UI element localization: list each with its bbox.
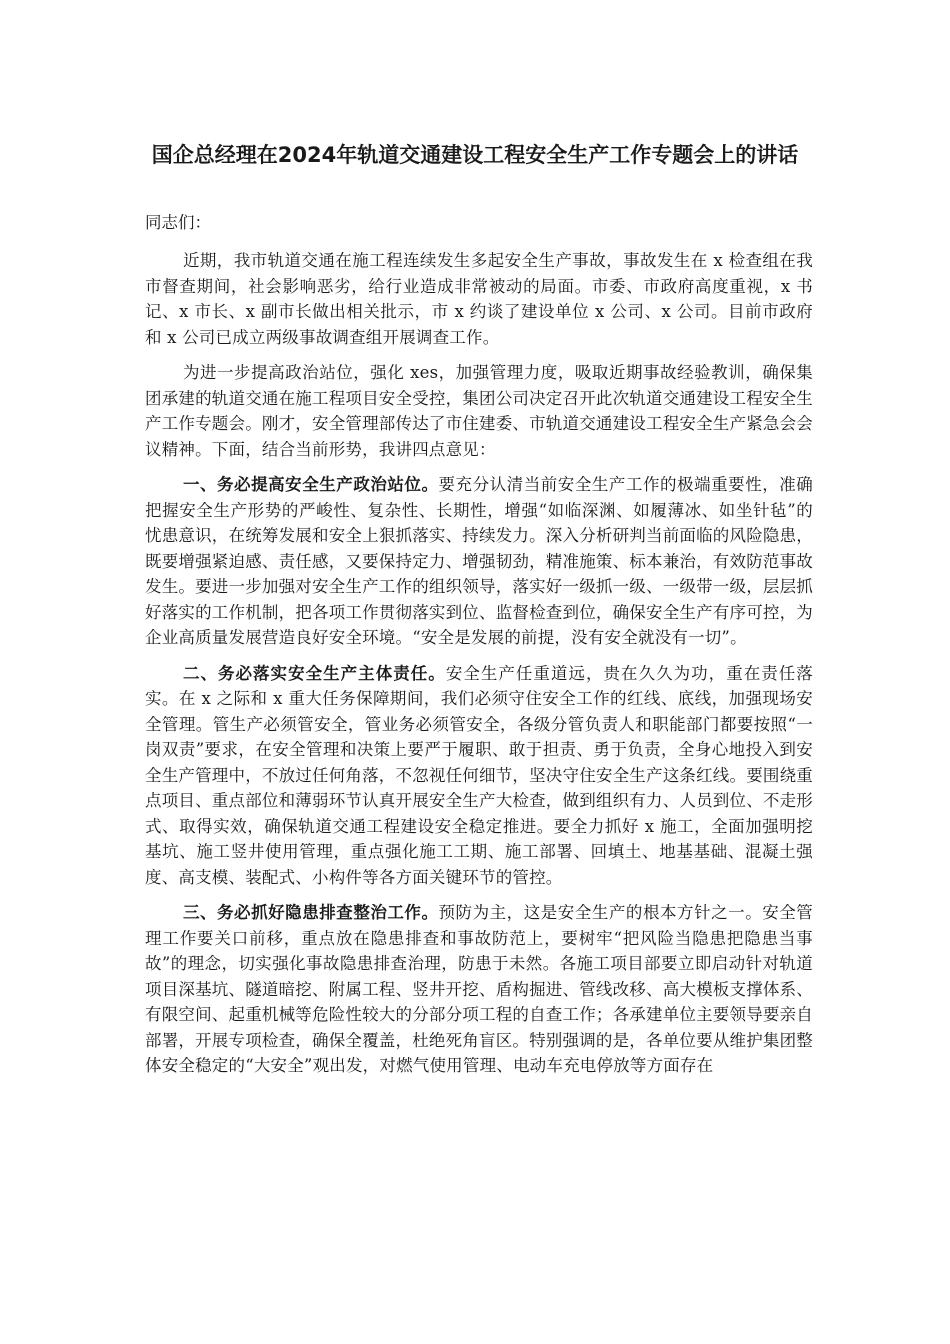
paragraph-text: 要充分认清当前安全生产工作的极端重要性，准确把握安全生产形势的严峻性、复杂性、长期性，增强“如临深渊、如履薄冰、如坐针毡”的忧患意识，在统筹发展和安全上狠抓落实、持续发力。深入分析研判当前面临的风险隐患，既要增强紧迫感、责任感，又要保持定力、增强韧劲，精准施策、标本兼治，有效防范事故发生。要进一步加强对安全生产工作的组织领导，落实好一级抓一级、一级带一级，层层抓好落实的工作机制，把各项工作贯彻落实到位、监督检查到位，确保安全生产有序可控，为企业高质量发展营造良好安全环境。“安全是发展的前提，没有安全就没有一切”。 bbox=[145, 475, 814, 647]
paragraph-text: 为进一步提高政治站位，强化 xes，加强管理力度，吸取近期事故经验教训，确保集团承建的轨道交通在施工程项目安全受控，集团公司决定召开此次轨道交通建设工程安全生产工作专题会。刚才，安全管理部传达了市住建委、市轨道交通建设工程安全生产紧急会会议精神。下面，结合当前形势，我讲四点意见： bbox=[145, 363, 813, 459]
section-heading: 一、务必提高安全生产政治站位。 bbox=[182, 475, 439, 494]
section-heading: 三、务必抓好隐患排查整治工作。 bbox=[182, 903, 439, 922]
paragraph-text: 安全生产任重道远，贵在久久为功，重在责任落实。在 x 之际和 x 重大任务保障期间，我们必须守住安全工作的红线、底线，加强现场安全管理。管生产必须管安全，管业务必须管安全，各级分管负责人和职能部门都要按照“一岗双责”要求，在安全管理和决策上要严于履职、敢于担责、勇于负责，全身心地投入到安全生产管理中，不放过任何角落，不忽视任何细节，坚决守住安全生产这条红线。要围绕重点项目、重点部位和薄弱环节认真开展安全生产大检查，做到组织有力、人员到位、不走形式、取得实效，确保轨道交通工程建设安全稳定推进。要全力抓好 x 施工，全面加强明挖基坑、施工竖井使用管理，重点强化施工工期、施工部署、回填土、地基基础、混凝土强度、高支模、装配式、小构件等各方面关键环节的管控。 bbox=[145, 663, 814, 887]
document-body bbox=[145, 210, 813, 1087]
paragraph-point-2 bbox=[145, 661, 813, 891]
salutation: 同志们： bbox=[145, 213, 211, 232]
paragraph-text: 近期，我市轨道交通在施工程连续发生多起安全生产事故，事故发生在 x 检查组在我市督查期间，社会影响恶劣，给行业造成非常被动的局面。市委、市政府高度重视，x 书记、x 市长、x 副市长做出相关批示，市 x 约谈了建设单位 x 公司、x 公司。目前市政府和 x 公司已成立两级事故调查组开展调查工作。 bbox=[145, 251, 813, 347]
section-heading: 二、务必落实安全生产主体责任。 bbox=[182, 663, 446, 683]
paragraph-purpose bbox=[145, 360, 813, 462]
paragraph-point-3 bbox=[145, 900, 813, 1079]
paragraph-point-1 bbox=[145, 472, 813, 651]
paragraph-intro bbox=[145, 248, 813, 350]
paragraph-text: 预防为主，这是安全生产的根本方针之一。安全管理工作要关口前移，重点放在隐患排查和事故防范上，要树牢“把风险当隐患把隐患当事故”的理念，切实强化事故隐患排查治理，防患于未然。各施工项目部要立即启动针对轨道项目深基坑、隧道暗挖、附属工程、竖井开挖、盾构掘进、管线改移、高大模板支撑体系、有限空间、起重机械等危险性较大的分部分项工程的自查工作；各承建单位主要领导要亲自部署，开展专项检查，确保全覆盖，杜绝死角盲区。特别强调的是，各单位要从维护集团整体安全稳定的“大安全”观出发，对燃气使用管理、电动车充电停放等方面存在 bbox=[145, 903, 814, 1075]
document-title: 国企总经理在2024年轨道交通建设工程安全生产工作专题会上的讲话 bbox=[151, 143, 799, 167]
